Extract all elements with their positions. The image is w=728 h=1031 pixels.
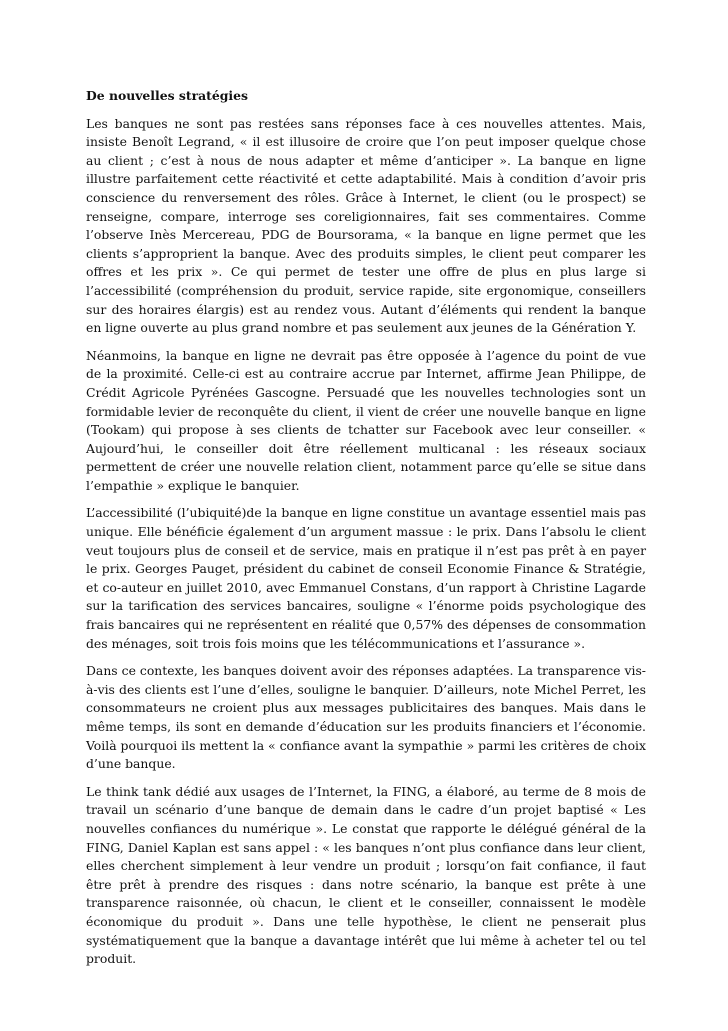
document-page	[86, 87, 646, 978]
paragraph-banques-reponses: Les banques ne sont pas restées sans réponses face à ces nouvelles attentes. Mais, insiste Benoît Legrand, « il est illusoire de croire que l’on peut imposer quelque chose au client ; c’est à nous de nous adapter et même d’anticiper ». La banque en ligne illustre parfaitement cette réactivité et cette adaptabilité. Mais à condition d’avoir pris conscience du renversement des rôles. Grâce à Internet, le client (ou le prospect) se renseigne, compare, interroge ses coreligionnaires, fait ses commentaires. Comme l’observe Inès Mercereau, PDG de Boursorama, « la banque en ligne permet que les clients s’approprient la banque. Avec des produits simples, le client peut comparer les offres et les prix ». Ce qui permet de tester une offre de plus en plus large si l’accessibilité (compréhension du produit, service rapide, site ergonomique, conseillers sur des horaires élargis) est au rendez vous. Autant d’éléments qui rendent la banque en ligne ouverte au plus grand nombre et pas seulement aux jeunes de la Génération Y.	[86, 115, 646, 336]
paragraph-accessibilite-prix: L’accessibilité (l’ubiquité)de la banque en ligne constitue un avantage essentiel mais pas unique. Elle bénéficie également d’un argument massue : le prix. Dans l’absolu le client veut toujours plus de conseil et de service, mais en pratique il n’est pas prêt à en payer le prix. Georges Pauget, président du cabinet de conseil Economie Finance & Stratégie, et co-auteur en juillet 2010, avec Emmanuel Constans, d’un rapport à Christine Lagarde sur la tarification des services bancaires, souligne « l’énorme poids psychologique des frais bancaires qui ne représentent en réalité que 0,57% des dépenses de consommation des ménages, soit trois fois moins que les télécommunications et l’assurance ».	[86, 505, 646, 651]
paragraph-proximite: Néanmoins, la banque en ligne ne devrait pas être opposée à l’agence du point de vue de la proximité. Celle-ci est au contraire accrue par Internet, affirme Jean Philippe, de Crédit Agricole Pyrénées Gascogne. Persuadé que les nouvelles technologies sont un formidable levier de reconquête du client, il vient de créer une nouvelle banque en ligne (Tookam) qui propose à ses clients de tchatter sur Facebook avec leur conseiller. « Aujourd’hui, le conseiller doit être réellement multicanal : les réseaux sociaux permettent de créer une nouvelle relation client, notamment parce qu’elle se situe dans l’empathie » explique le banquier.	[86, 347, 646, 493]
section-heading: De nouvelles stratégies	[86, 88, 248, 103]
paragraph-fing-scenario: Le think tank dédié aux usages de l’Internet, la FING, a élaboré, au terme de 8 mois de travail un scénario d’une banque de demain dans le cadre d’un projet baptisé « Les nouvelles confiances du numérique ». Le constat que rapporte le délégué général de la FING, Daniel Kaplan est sans appel : « les banques n’ont plus confiance dans leur client, elles cherchent simplement à leur vendre un produit ; lorsqu’on fait confiance, il faut être prêt à prendre des risques : dans notre scénario, la banque est prête à une transparence raisonnée, où chacun, le client et le conseiller, connaissent le modèle économique du produit ». Dans une telle hypothèse, le client ne penserait plus systématiquement que la banque a davantage intérêt que lui même à acheter tel ou tel produit.	[86, 783, 646, 967]
paragraph-transparence: Dans ce contexte, les banques doivent avoir des réponses adaptées. La transparence vis-à-vis des clients est l’une d’elles, souligne le banquier. D’ailleurs, note Michel Perret, les consommateurs ne croient plus aux messages publicitaires des banques. Mais dans le même temps, ils sont en demande d’éducation sur les produits financiers et l’économie. Voilà pourquoi ils mettent la « confiance avant la sympathie » parmi les critères de choix d’une banque.	[86, 663, 646, 772]
